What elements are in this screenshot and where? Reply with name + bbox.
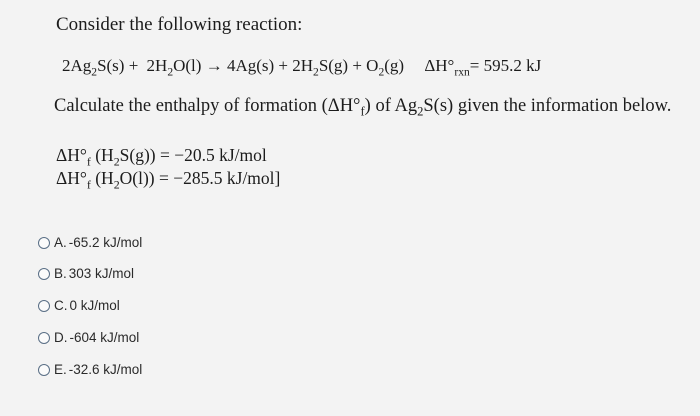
given-h2s-species-pre: (H: [90, 145, 114, 165]
option-text: -65.2 kJ/mol: [68, 235, 143, 250]
answer-option-c[interactable]: [38, 298, 120, 313]
given-h2o-species-sub: 2: [113, 177, 120, 192]
option-letter: B.: [54, 266, 67, 281]
reactant-h2o-rest: O(l): [173, 56, 202, 75]
answer-option-d[interactable]: [38, 330, 139, 345]
product-h2s-sub: 2: [313, 65, 319, 79]
given-h2s-species-post: S(g)) =: [119, 145, 175, 165]
given-h2o-label: ΔH°: [56, 168, 87, 188]
given-h2o-species-pre: (H: [90, 168, 114, 188]
radio-button-icon[interactable]: [38, 332, 50, 344]
option-letter: D.: [54, 330, 68, 345]
enthalpy-sub: rxn: [454, 65, 470, 79]
answer-option-b[interactable]: [38, 266, 134, 281]
option-text: -604 kJ/mol: [69, 330, 140, 345]
radio-button-icon[interactable]: [38, 300, 50, 312]
option-letter: E.: [54, 362, 67, 377]
given-h2s-value: −20.5 kJ/mol: [174, 145, 267, 165]
given-h2s-species-sub: 2: [113, 154, 120, 169]
product-h2s-rest: S(g) + O: [318, 56, 379, 75]
option-text: 303 kJ/mol: [68, 266, 135, 281]
radio-button-icon[interactable]: [38, 364, 50, 376]
question-sub-2: 2: [417, 104, 424, 119]
question-text: [54, 96, 671, 117]
product-o2-sub: 2: [378, 65, 385, 79]
product-o2-rest: (g): [384, 56, 405, 75]
given-h2o-sub-f: f: [86, 177, 91, 192]
enthalpy-symbol: ΔH°: [424, 56, 455, 75]
question-prompt: Consider the following reaction:: [56, 14, 303, 35]
given-h2o: [56, 168, 281, 192]
given-h2s: [56, 145, 267, 169]
product-h2s-coef: 2H: [292, 56, 314, 75]
reactant-ag2s-sub: 2: [91, 65, 98, 79]
enthalpy-value: = 595.2 kJ: [469, 56, 542, 75]
reactant-h2o-sub: 2: [167, 65, 174, 79]
reactant-ag2s-rest: S(s) +: [97, 56, 143, 75]
question-sub-f: f: [360, 104, 365, 119]
given-h2o-value: −285.5 kJ/mol]: [173, 168, 281, 188]
answer-option-a[interactable]: [38, 235, 142, 250]
question-pre: Calculate the enthalpy of formation (ΔH°: [54, 96, 361, 116]
reactant-ag2s-coef: 2Ag: [62, 56, 92, 75]
reaction-enthalpy: [424, 56, 542, 79]
question-mid: ) of Ag: [364, 96, 418, 116]
option-text: 0 kJ/mol: [69, 298, 120, 313]
reaction-arrow: →: [201, 56, 227, 75]
reactant-h2o-coef: 2H: [146, 56, 168, 75]
product-ag: 4Ag(s) +: [226, 56, 293, 75]
given-h2s-label: ΔH°: [56, 145, 87, 165]
radio-button-icon[interactable]: [38, 268, 50, 280]
option-letter: A.: [54, 235, 67, 250]
reactant-ag2s: [62, 56, 143, 79]
option-letter: C.: [54, 298, 68, 313]
given-h2s-sub-f: f: [86, 154, 91, 169]
product-h2s-o2: [292, 56, 405, 79]
radio-button-icon[interactable]: [38, 237, 50, 249]
option-text: -32.6 kJ/mol: [68, 362, 143, 377]
reactant-h2o: [146, 56, 202, 79]
answer-option-e[interactable]: [38, 362, 142, 377]
given-h2o-species-post: O(l)) =: [119, 168, 174, 188]
question-post: S(s) given the information below.: [423, 96, 672, 116]
reaction-equation: [62, 56, 542, 79]
